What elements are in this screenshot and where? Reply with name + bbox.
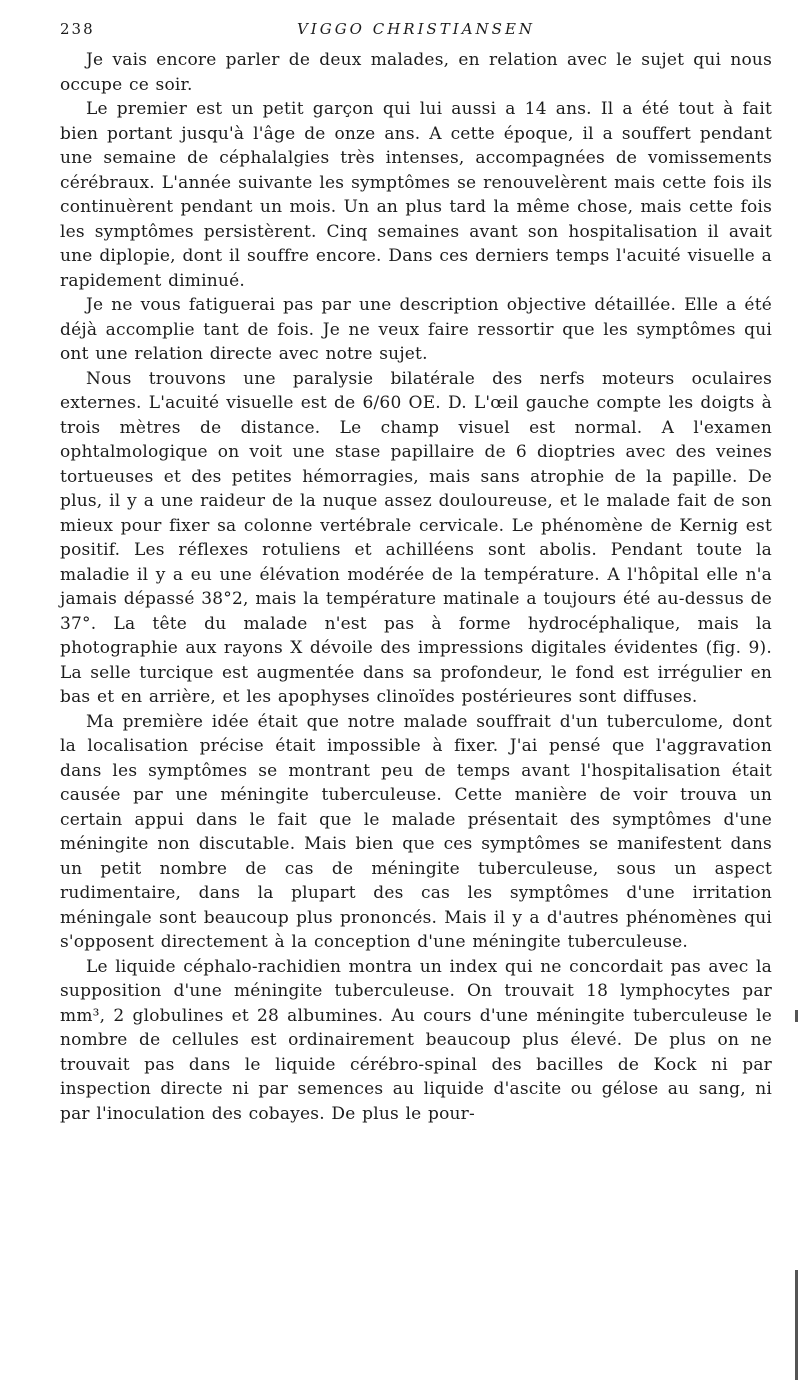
paragraph-1: Je vais encore parler de deux malades, en relation avec le sujet qui nous occupe ce soir. [60, 50, 772, 95]
paragraph-5: Ma première idée était que notre malade souffrait d'un tuberculome, dont la localisation précise était impossible à fixer. J'ai pensé que l'aggravation dans les symptômes se montrant peu de temps avant l'hospitalisation était causée par une méningite tuberculeuse. Cette manière de voir trouva un certain appui dans le fait que le malade présentait des symptômes d'une méningite non discutable. Mais bien que ces symptômes se manifestent dans un petit nombre de cas de méningite tuberculeuse, sous un aspect rudimentaire, dans la plupart des cas les symptômes d'une irritation méningale sont beaucoup plus prononcés. Mais il y a d'autres phénomènes qui s'opposent directement à la conception d'une méningite tuberculeuse. [60, 711, 772, 952]
page-number: 238 [60, 20, 95, 38]
scan-edge-shadow [795, 1270, 798, 1380]
scan-edge-mark [795, 1010, 798, 1022]
paragraph-3: Je ne vous fatiguerai pas par une description objective détaillée. Elle a été déjà accomplie tant de fois. Je ne veux faire ressortir que les symptômes qui ont une relation directe avec notre sujet. [60, 295, 772, 364]
running-title: VIGGO CHRISTIANSEN [296, 20, 536, 38]
body-text [60, 48, 772, 1126]
running-head [60, 20, 772, 46]
paragraph-2: Le premier est un petit garçon qui lui aussi a 14 ans. Il a été tout à fait bien portant jusqu'à l'âge de onze ans. A cette époque, il a souffert pendant une semaine de céphalalgies très intenses, accompagnées de vomissements cérébraux. L'année suivante les symptômes se renouvelèrent mais cette fois ils continuèrent pendant un mois. Un an plus tard la même chose, mais cette fois les symptômes persistèrent. Cinq semaines avant son hospitalisation il avait une diplopie, dont il souffre encore. Dans ces derniers temps l'acuité visuelle a rapidement diminué. [60, 99, 772, 291]
page [60, 20, 772, 1126]
paragraph-4: Nous trouvons une paralysie bilatérale des nerfs moteurs oculaires externes. L'acuité visuelle est de 6/60 OE. D. L'œil gauche compte les doigts à trois mètres de distance. Le champ visuel est normal. A l'examen ophtalmologique on voit une stase papillaire de 6 dioptries avec des veines tortueuses et des petites hémorragies, mais sans atrophie de la papille. De plus, il y a une raideur de la nuque assez douloureuse, et le malade fait de son mieux pour fixer sa colonne vertébrale cervicale. Le phénomène de Kernig est positif. Les réflexes rotuliens et achilléens sont abolis. Pendant toute la maladie il y a eu une élévation modérée de la température. A l'hôpital elle n'a jamais dépassé 38°2, mais la température matinale a toujours été au-dessus de 37°. La tête du malade n'est pas à forme hydrocéphalique, mais la photographie aux rayons X dévoile des impressions digitales évidentes (fig. 9). La selle turcique est augmentée dans sa profondeur, le fond est irrégulier en bas et en arrière, et les apophyses clinoïdes postérieures sont diffuses. [60, 368, 772, 707]
paragraph-6: Le liquide céphalo-rachidien montra un index qui ne concordait pas avec la supposition d'une méningite tuberculeuse. On trouvait 18 lymphocytes par mm³, 2 globulines et 28 albumines. Au cours d'une méningite tuberculeuse le nombre de cellules est ordinairement beaucoup plus élevé. De plus on ne trouvait pas dans le liquide cérébro-spinal des bacilles de Kock ni par inspection directe ni par semences au liquide d'ascite ou gélose au sang, ni par l'inoculation des cobayes. De plus le pour- [60, 956, 772, 1124]
